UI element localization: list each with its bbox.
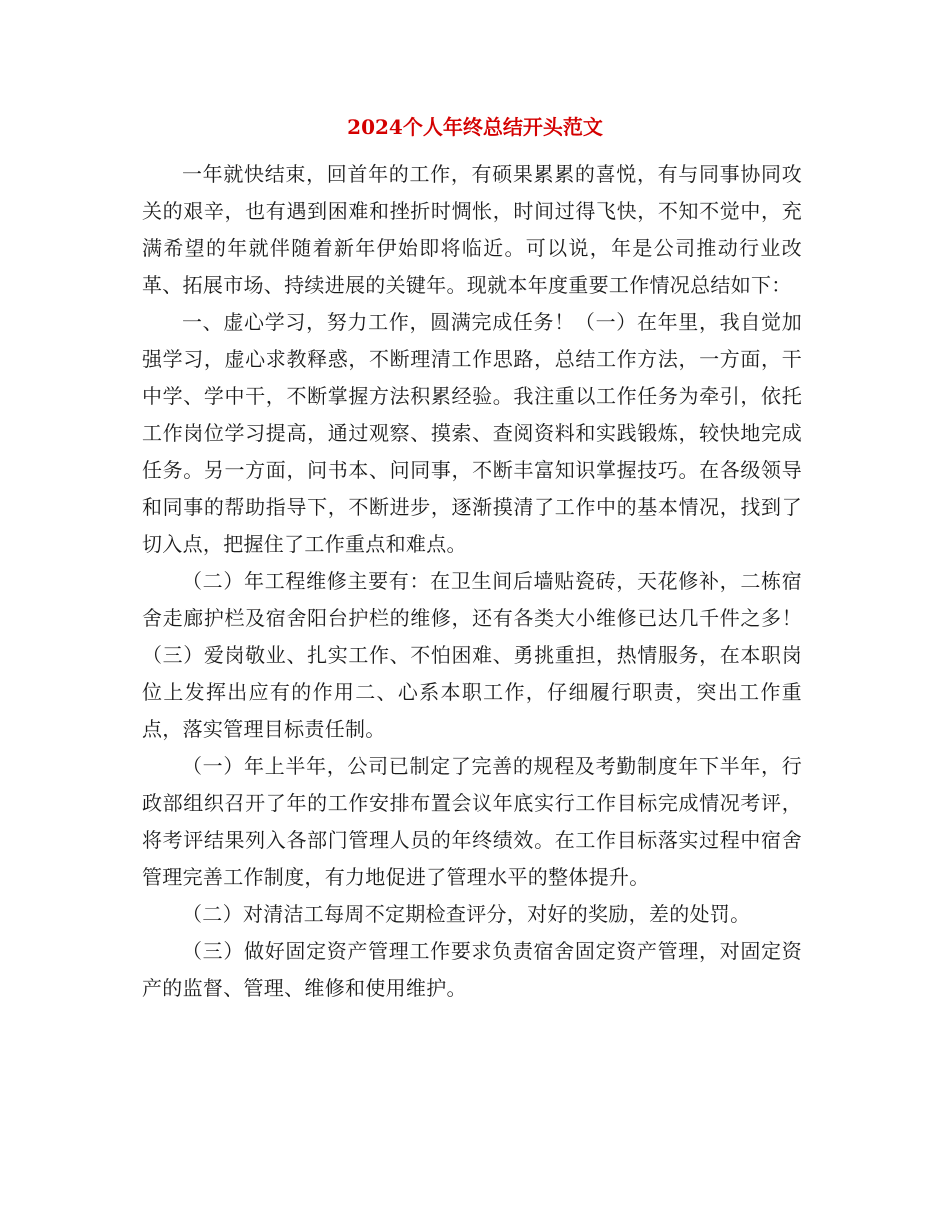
paragraph-section-1-2: （二）年工程维修主要有：在卫生间后墙贴瓷砖，天花修补，二栋宿舍走廊护栏及宿舍阳台护栏的维修，还有各类大小维修已达几千件之多！（三）爱岗敬业、扎实工作、不怕困难、勇挑重担，热情服务，在本职岗位上发挥出应有的作用二、心系本职工作，仔细履行职责，突出工作重点，落实管理目标责任制。	[142, 569, 802, 741]
document-title: 2024个人年终总结开头范文	[347, 115, 603, 139]
paragraph-section-2-3: （三）做好固定资产管理工作要求负责宿舍固定资产管理，对固定资产的监督、管理、维修和使用维护。	[142, 939, 802, 1000]
paragraph-intro: 一年就快结束，回首年的工作，有硕果累累的喜悦，有与同事协同攻关的艰辛，也有遇到困难和挫折时惆怅，时间过得飞快，不知不觉中，充满希望的年就伴随着新年伊始即将临近。可以说，年是公司推动行业改革、拓展市场、持续进展的关键年。现就本年度重要工作情况总结如下：	[142, 162, 802, 297]
paragraph-section-2-2: （二）对清洁工每周不定期检查评分，对好的奖励，差的处罚。	[182, 902, 751, 926]
paragraph-section-1: 一、虚心学习，努力工作，圆满完成任务！（一）在年里，我自觉加强学习，虚心求教释惑，不断理清工作思路，总结工作方法，一方面，干中学、学中干，不断掌握方法积累经验。我注重以工作任务为牵引，依托工作岗位学习提高，通过观察、摸索、查阅资料和实践锻炼，较快地完成任务。另一方面，问书本、问同事，不断丰富知识掌握技巧。在各级领导和同事的帮助指导下，不断进步，逐渐摸清了工作中的基本情况，找到了切入点，把握住了工作重点和难点。	[142, 310, 802, 556]
document-body	[142, 156, 802, 1007]
paragraph-section-2-1: （一）年上半年，公司已制定了完善的规程及考勤制度年下半年，行政部组织召开了年的工作安排布置会议年底实行工作目标完成情况考评，将考评结果列入各部门管理人员的年终绩效。在工作目标落实过程中宿舍管理完善工作制度，有力地促进了管理水平的整体提升。	[142, 754, 802, 889]
